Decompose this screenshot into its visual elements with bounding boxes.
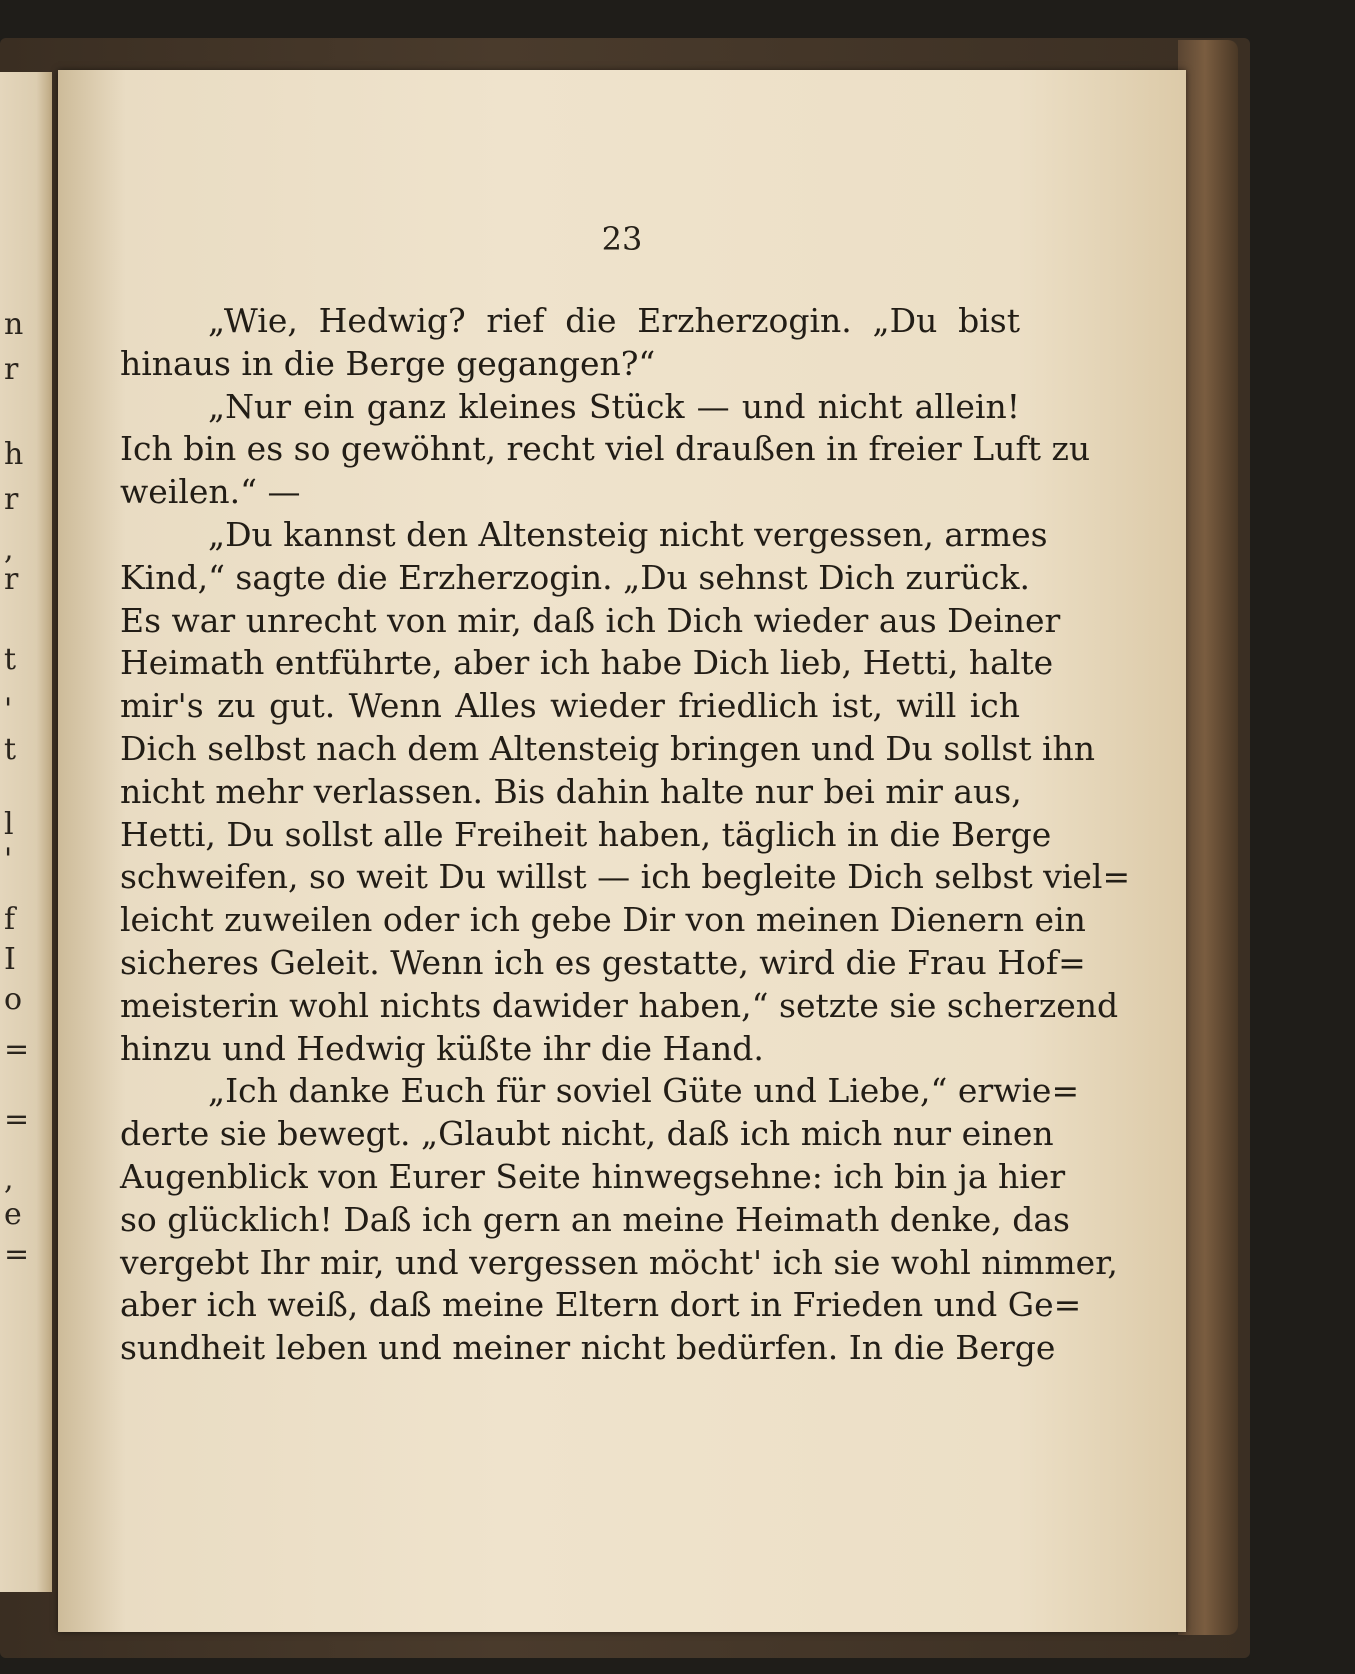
text-line: sicheres Geleit. Wenn ich es gestatte, wird die Frau Hof= (120, 942, 1086, 982)
left-page-fragment: , (4, 532, 14, 567)
left-page-edge (0, 72, 52, 1592)
text-line: Ich bin es so gewöhnt, recht viel draußen in freier Luft zu (120, 429, 1091, 469)
left-page-fragment: r (4, 482, 19, 517)
text-line: schweifen, so weit Du willst — ich begleite Dich selbst viel= (120, 857, 1131, 897)
text-line: Heimath entführte, aber ich habe Dich lieb, Hetti, halte (120, 643, 1054, 683)
text-line: „Nur ein ganz kleines Stück — und nicht allein! (208, 386, 1020, 426)
left-page-fragment: r (4, 562, 19, 597)
left-page-fragment: ' (4, 842, 13, 877)
text-line: leicht zuweilen oder ich gebe Dir von meinen Dienern ein (120, 900, 1086, 940)
text-line: aber ich weiß, daß meine Eltern dort in Frieden und Ge= (120, 1285, 1082, 1325)
text-line: Augenblick von Eurer Seite hinwegsehne: ich bin ja hier (120, 1156, 1066, 1196)
left-page-fragment: r (4, 352, 19, 387)
text-line: sundheit leben und meiner nicht bedürfen. In die Berge (120, 1328, 1056, 1368)
text-line: hinaus in die Berge gegangen?“ (120, 343, 656, 383)
left-page-fragment: o (4, 982, 23, 1017)
page-text (120, 300, 1131, 1370)
left-page-fragment: e (4, 1197, 22, 1232)
text-line: hinzu und Hedwig küßte ihr die Hand. (120, 1028, 764, 1068)
text-line: Kind,“ sagte die Erzherzogin. „Du sehnst Dich zurück. (120, 557, 1030, 597)
text-line: Dich selbst nach dem Altensteig bringen und Du sollst ihn (120, 728, 1096, 768)
left-page-fragment: t (4, 642, 17, 677)
left-page-fragment: = (4, 1102, 30, 1137)
left-page-fragment: l (4, 807, 14, 842)
left-page-fragment: , (4, 1162, 14, 1197)
text-line: vergebt Ihr mir, und vergessen möcht' ich sie wohl nimmer, (120, 1242, 1118, 1282)
text-line: weilen.“ — (120, 472, 301, 512)
text-line: Hetti, Du sollst alle Freiheit haben, täglich in die Berge (120, 814, 1052, 854)
text-line: derte sie bewegt. „Glaubt nicht, daß ich mich nur einen (120, 1114, 1054, 1154)
text-line: „Ich danke Euch für soviel Güte und Liebe,“ erwie= (208, 1071, 1080, 1111)
left-page-fragment: ' (4, 692, 13, 727)
left-page-fragment: I (4, 942, 16, 977)
text-line: mir's zu gut. Wenn Alles wieder friedlich ist, will ich (120, 686, 1020, 726)
left-page-fragment: t (4, 732, 17, 767)
text-line: „Du kannst den Altensteig nicht vergessen, armes (208, 514, 1048, 554)
left-page-fragment: h (4, 437, 24, 472)
left-page-fragment: = (4, 1237, 30, 1272)
left-page-fragment: n (4, 307, 24, 342)
text-line: „Wie, Hedwig? rief die Erzherzogin. „Du bist (208, 301, 1020, 340)
text-line: meisterin wohl nichts dawider haben,“ setzte sie scherzend (120, 985, 1119, 1025)
book-spine-edge (1178, 40, 1238, 1635)
left-page-fragment: = (4, 1032, 30, 1067)
book-page (58, 70, 1186, 1632)
page-number: 23 (601, 220, 643, 258)
text-line: so glücklich! Daß ich gern an meine Heimath denke, das (120, 1199, 1070, 1239)
left-page-fragment: f (4, 902, 16, 937)
text-line: nicht mehr verlassen. Bis dahin halte nur bei mir aus, (120, 771, 1022, 811)
text-line: Es war unrecht von mir, daß ich Dich wieder aus Deiner (120, 600, 1061, 640)
